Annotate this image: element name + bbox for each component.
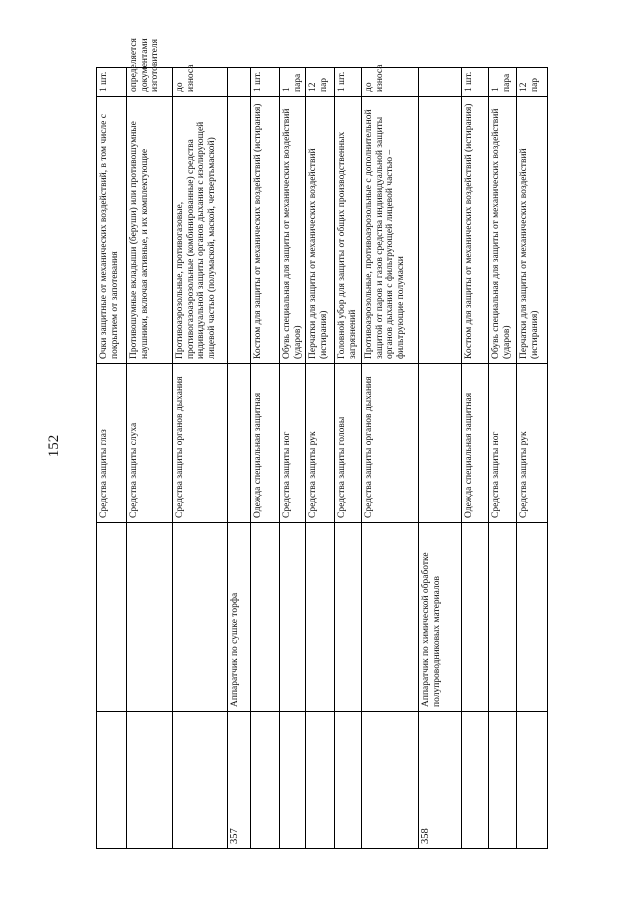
row-divider [334,67,335,849]
cell-type: Средства защиты слуха [129,422,139,518]
cell-type: Одежда специальная защитная [253,392,263,518]
table-border [547,67,548,849]
row-divider [279,67,280,849]
row-divider [250,67,251,849]
cell-name: Противошумные вкладыши (беруши) или противошумные наушники, включая активные, и их комплектующие [129,121,150,359]
cell-type: Средства защиты рук [519,431,529,518]
cell-type: Одежда специальная защитная [464,392,474,518]
cell-name: Обувь специальная для защиты от механических воздействий (ударов) [282,108,303,359]
cell-type: Средства защиты рук [308,431,318,518]
cell-type: Средства защиты ног [491,431,501,518]
cell-norm: 12 пар [308,77,329,92]
cell-name: Противоаэрозольные, противогазовые, противогазоаэрозольные (комбинированные) средства индивидуальной защиты органов дыхания с изолирующей лицевой частью (полумаской, маской, четвертьмаской) [175,121,217,359]
cell-no: 358 [420,828,431,844]
cell-profession: Аппаратчик по сушке торфа [230,592,240,707]
row-divider [461,67,462,849]
cell-name: Костюм для защиты от механических воздействий (истирания) [253,103,263,359]
cell-name: Головной убор для защиты от общих производственных загрязнений [337,131,358,359]
row-divider [488,67,489,849]
cell-norm: определяется документами изготовителя [129,38,160,92]
page-number: 152 [46,434,62,458]
column-divider [96,711,548,712]
row-divider [126,67,127,849]
cell-name: Перчатки для защиты от механических воздействий (истирания) [519,148,540,359]
cell-norm: 12 пар [519,77,540,92]
cell-type: Средства защиты головы [337,416,347,518]
cell-name: Обувь специальная для защиты от механических воздействий (ударов) [491,108,512,359]
cell-name: Очки защитные от механических воздействий, в том числе с покрытием от запотевания [99,114,120,359]
cell-no: 357 [229,828,240,844]
cell-name: Противоаэрозольные, противоаэрозольные с дополнительной защитой от паров и газов средства индивидуальной защиты органов дыхания с фильтрующей лицевой частью – фильтрующие полумаски [364,109,406,359]
cell-type: Средства защиты ног [282,431,292,518]
cell-profession: Аппаратчик по химической обработке полупроводниковых материалов [421,552,442,707]
column-divider [96,522,548,523]
row-divider [172,67,173,849]
cell-name: Перчатки для защиты от механических воздействий (истирания) [308,148,329,359]
row-divider [227,67,228,849]
cell-norm: 1 пара [282,73,303,92]
row-divider [361,67,362,849]
row-divider [516,67,517,849]
cell-norm: 1 шт. [253,71,263,92]
row-divider [305,67,306,849]
cell-norm: 1 шт. [337,71,347,92]
table-border [96,848,548,849]
cell-type: Средства защиты органов дыхания [364,376,374,518]
row-divider [418,67,419,849]
cell-type: Средства защиты органов дыхания [175,376,185,518]
table-border [96,67,97,849]
cell-type: Средства защиты глаз [99,429,109,518]
cell-norm: 1 пара [491,73,512,92]
cell-norm: 1 шт. [99,71,109,92]
cell-norm: до износа [364,64,385,92]
cell-norm: до износа [175,64,196,92]
cell-name: Костюм для защиты от механических воздействий (истирания) [464,103,474,359]
cell-norm: 1 шт. [464,71,474,92]
